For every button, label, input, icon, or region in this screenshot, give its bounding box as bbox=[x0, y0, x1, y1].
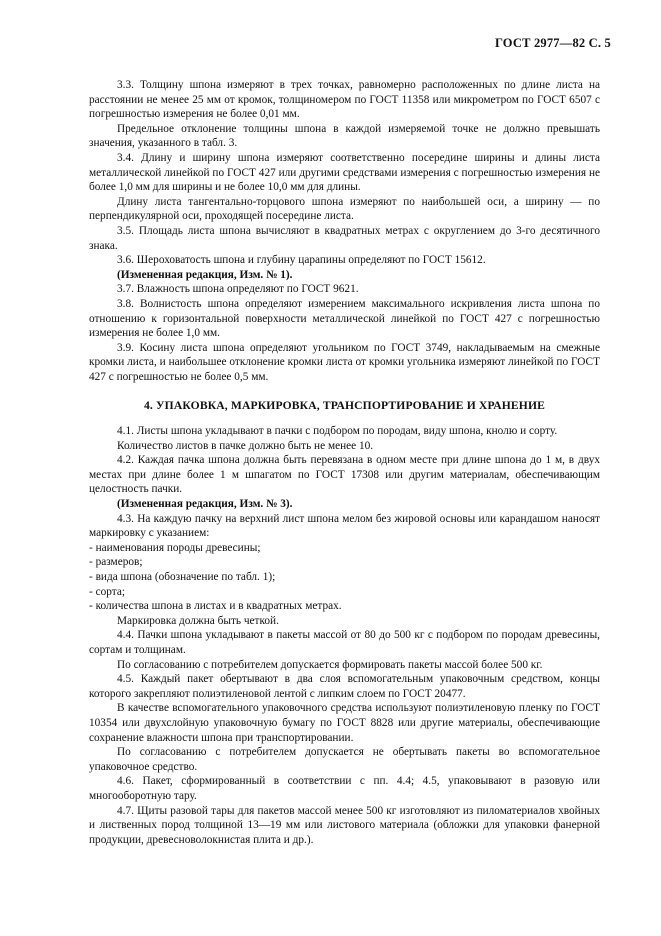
paragraph-4-3: 4.3. На каждую пачку на верхний лист шпона мелом без жировой основы или карандашом наносят маркировку с указанием: bbox=[89, 512, 600, 540]
section-4-title: 4. УПАКОВКА, МАРКИРОВКА, ТРАНСПОРТИРОВАНИЕ И ХРАНЕНИЕ bbox=[143, 399, 545, 413]
paragraph-3-4: 3.4. Длину и ширину шпона измеряют соответственно посередине ширины и длины листа металлической линейкой по ГОСТ 427 или другими средствами измерения с погрешностью измерения не более 1,0 мм для ширины и не более 10,0 мм для длины. bbox=[89, 151, 600, 194]
list-item: - наименования породы древесины; bbox=[89, 541, 600, 556]
paragraph-3-5: 3.5. Площадь листа шпона вычисляют в квадратных метрах с округлением до 3-го десятичного знака. bbox=[89, 224, 600, 252]
paragraph-3-6: 3.6. Шероховатость шпона и глубину царапины определяют по ГОСТ 15612. bbox=[117, 254, 486, 267]
list-item: - вида шпона (обозначение по табл. 1); bbox=[89, 570, 600, 585]
paragraph-3-3: 3.3. Толщину шпона измеряют в трех точках, равномерно расположенных по длине листа на расстоянии не менее 25 мм от кромок, толщиномером по ГОСТ 11358 или микрометром по ГОСТ 6507 с погрешностью измерения не более 0,01 мм. bbox=[89, 79, 600, 121]
paragraph-4-1-count: Количество листов в пачке должно быть не менее 10. bbox=[117, 439, 374, 452]
page-header: ГОСТ 2977—82 С. 5 bbox=[494, 36, 611, 50]
paragraph-4-5-materials: В качестве вспомогательного упаковочного средства используют полиэтиленовую пленку по ГОСТ 10354 или двухслойную упаковочную бумагу по ГОСТ 8828 или другие материалы, обеспечивающие сохранение влажности шпона при транспортировании. bbox=[89, 702, 600, 744]
document-body bbox=[89, 78, 600, 847]
paragraph-4-5: 4.5. Каждый пакет обертывают в два слоя вспомогательным упаковочным средством, концы которого закрепляют полиэтиленовой лентой с липким слоем по ГОСТ 20477. bbox=[89, 673, 600, 700]
marking-list bbox=[89, 541, 600, 614]
paragraph-3-9: 3.9. Косину листа шпона определяют угольником по ГОСТ 3749, накладываемым на смежные кромки листа, и наибольшее отклонение кромки листа от кромки угольника измеряют линейкой по ГОСТ 427 с погрешностью не более 0,5 мм. bbox=[89, 341, 600, 383]
paragraph-3-3-tolerance: Предельное отклонение толщины шпона в каждой измеряемой точке не должно превышать значения, указанного в табл. 3. bbox=[89, 122, 600, 150]
list-item: - сорта; bbox=[89, 585, 600, 600]
list-item: - размеров; bbox=[89, 555, 600, 570]
paragraph-4-7: 4.7. Щиты разовой тары для пакетов массой менее 500 кг изготовляют из пиломатериалов хвойных и лиственных пород толщиной 13—19 мм или листового материала (обложки для упаковки фанерной продукции, древесноволокнистая плита и др.). bbox=[89, 804, 600, 846]
edit-note-1: (Измененная редакция, Изм. № 1). bbox=[117, 268, 293, 281]
paragraph-4-6: 4.6. Пакет, сформированный в соответствии с пп. 4.4; 4.5, упаковывают в разовую или многооборотную тару. bbox=[89, 775, 600, 802]
paragraph-4-4-agreement: По согласованию с потребителем допускается формировать пакеты массой более 500 кг. bbox=[117, 658, 543, 671]
paragraph-3-4-tangential: Длину листа тангентально-торцового шпона измеряют по наибольшей оси, а ширину — по перпендикулярной оси, проходящей посередине листа. bbox=[89, 195, 600, 223]
paragraph-3-8: 3.8. Волнистость шпона определяют измерением максимального искривления листа шпона по отношению к горизонтальной поверхности металлической линейкой по ГОСТ 427 с погрешностью измерения не более 1,0 мм. bbox=[89, 297, 600, 340]
paragraph-4-2: 4.2. Каждая пачка шпона должна быть перевязана в одном месте при длине шпона до 1 м, в двух местах при длине более 1 м шпагатом по ГОСТ 17308 или другим материалам, обеспечивающим целостность пачки. bbox=[89, 454, 600, 496]
list-item: - количества шпона в листах и в квадратных метрах. bbox=[89, 599, 600, 614]
paragraph-4-1: 4.1. Листы шпона укладывают в пачки с подбором по породам, виду шпона, кнолю и сорту. bbox=[117, 425, 558, 438]
paragraph-marking-clear: Маркировка должна быть четкой. bbox=[117, 614, 279, 627]
paragraph-3-7: 3.7. Влажность шпона определяют по ГОСТ 9621. bbox=[117, 283, 359, 296]
edit-note-3: (Измененная редакция, Изм. № 3). bbox=[117, 498, 293, 511]
paragraph-4-5-agreement: По согласованию с потребителем допускается не обертывать пакеты во вспомогательное упаковочное средство. bbox=[89, 746, 600, 773]
paragraph-4-4: 4.4. Пачки шпона укладывают в пакеты массой от 80 до 500 кг с подбором по породам древесины, сортам и толщинам. bbox=[89, 629, 600, 656]
